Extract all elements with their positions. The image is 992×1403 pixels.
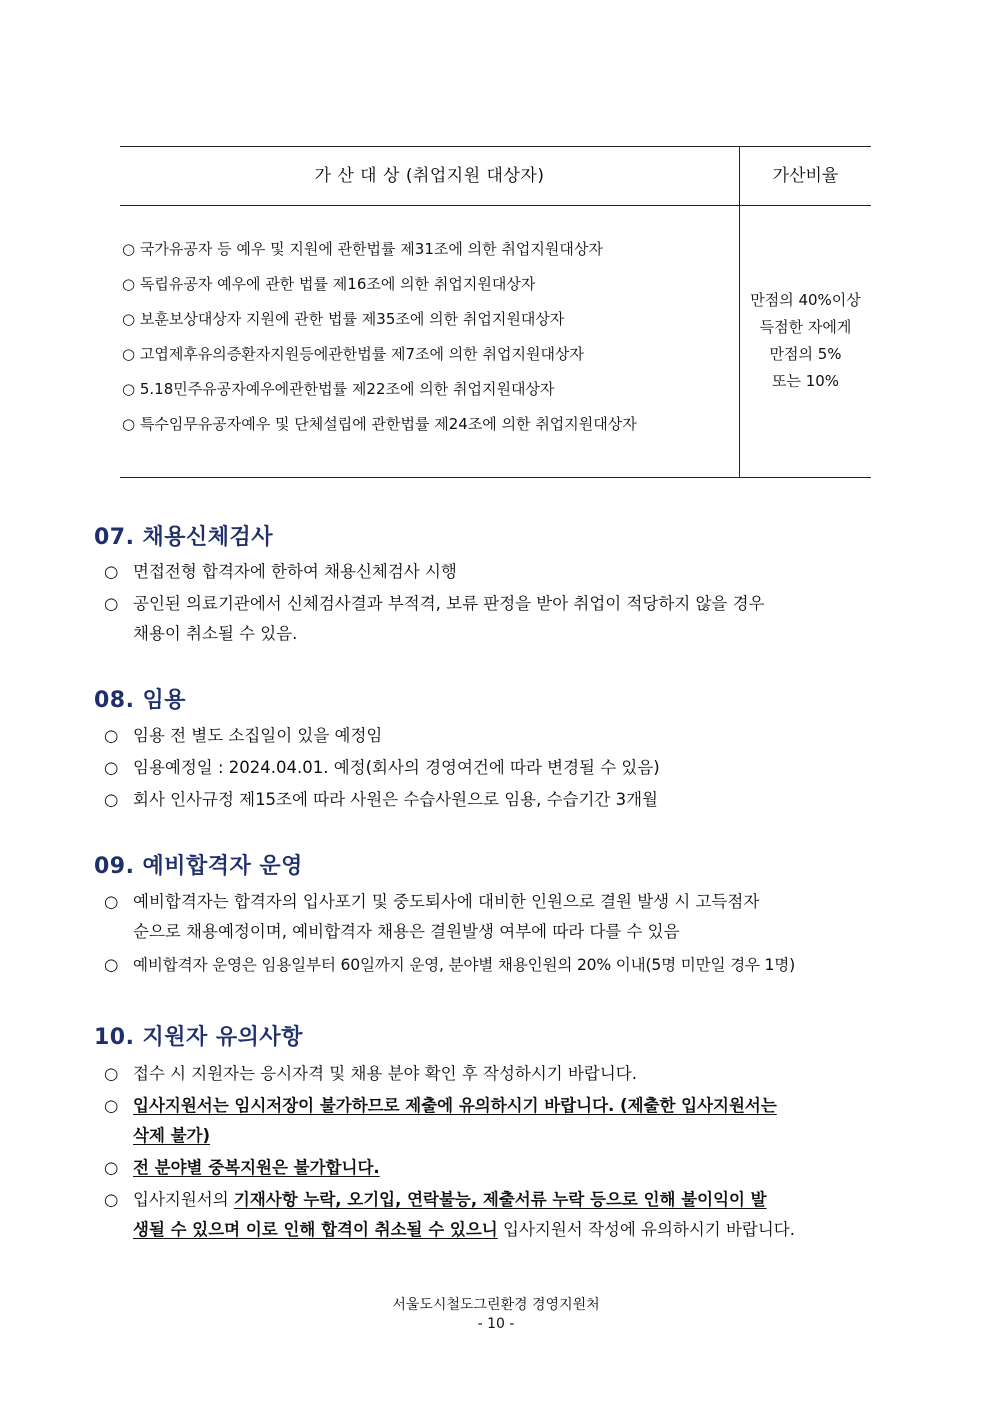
- section-number: 08.: [94, 688, 135, 713]
- list-item-text: 접수 시 지원자는 응시자격 및 채용 분야 확인 후 작성하시기 바랍니다.: [133, 1064, 637, 1083]
- bullet-icon: ○: [104, 892, 119, 911]
- section-heading: 임용: [142, 688, 186, 713]
- table-header-rate: 가산비율: [772, 166, 839, 186]
- bullet-icon: ○: [104, 726, 119, 745]
- section-number: 10.: [94, 1025, 135, 1050]
- list-item: [104, 753, 897, 783]
- section-number: 09.: [94, 854, 135, 879]
- list-item-text-plain: 입사지원서 작성에 유의하시기 바랍니다.: [503, 1220, 795, 1239]
- table-target-item: ○ 특수임무유공자예우 및 단체설립에 관한법률 제24조에 의한 취업지원대상자: [122, 415, 637, 433]
- list-item-continuation: [104, 917, 897, 947]
- table-target-list: [122, 239, 737, 449]
- list-item-text: 공인된 의료기관에서 신체검사결과 부적격, 보류 판정을 받아 취업이 적당하지 않을 경우: [133, 594, 765, 613]
- list-item: [104, 721, 897, 751]
- table-target-item: ○ 독립유공자 예우에 관한 법률 제16조에 의한 취업지원대상자: [122, 275, 536, 293]
- section-title-08: [94, 683, 186, 714]
- list-item-text: 임용 전 별도 소집일이 있을 예정임: [133, 726, 383, 745]
- list-item: [104, 785, 897, 815]
- list-item-text: 예비합격자 운영은 임용일부터 60일까지 운영, 분야별 채용인원의 20% 이내(5명 미만일 경우 1명): [133, 956, 796, 974]
- list-item: [104, 589, 897, 619]
- bonus-table: [120, 146, 871, 478]
- rate-line: 만점의 5%: [769, 345, 842, 363]
- page-number: - 10 -: [477, 1316, 515, 1332]
- list-item-text: 예비합격자는 합격자의 입사포기 및 중도퇴사에 대비한 인원으로 결원 발생 시 고득점자: [133, 892, 760, 911]
- table-header-target: 가 산 대 상 (취업지원 대상자): [314, 166, 545, 186]
- section-title-09: [94, 849, 303, 880]
- bullet-icon: ○: [104, 758, 119, 777]
- list-item-text-emphasis: 전 분야별 중복지원은 불가합니다.: [133, 1158, 380, 1177]
- list-item-text: 순으로 채용예정이며, 예비합격자 채용은 결원발생 여부에 따라 다를 수 있음: [133, 922, 680, 941]
- list-item: [104, 1059, 897, 1089]
- list-item-text: [133, 1215, 897, 1245]
- list-item-text-emphasis: 삭제 불가): [133, 1126, 211, 1145]
- rate-line: 만점의 40%이상: [750, 291, 861, 309]
- list-item: [104, 1185, 897, 1215]
- list-item: [104, 950, 897, 980]
- bullet-icon: ○: [104, 955, 119, 974]
- table-target-item: ○ 보훈보상대상자 지원에 관한 법률 제35조에 의한 취업지원대상자: [122, 310, 565, 328]
- bullet-icon: ○: [104, 790, 119, 809]
- table-target-item: ○ 국가유공자 등 예우 및 지원에 관한법률 제31조에 의한 취업지원대상자: [122, 240, 603, 258]
- bullet-icon: ○: [104, 562, 119, 581]
- section-heading: 예비합격자 운영: [142, 854, 303, 879]
- bullet-icon: ○: [104, 1096, 119, 1115]
- list-item: [104, 1153, 897, 1183]
- bullet-icon: ○: [104, 1190, 119, 1209]
- footer-organization: 서울도시철도그린환경 경영지원처: [392, 1297, 600, 1313]
- list-item-continuation: [104, 1215, 897, 1245]
- section-heading: 지원자 유의사항: [142, 1025, 303, 1050]
- section-title-10: [94, 1020, 303, 1051]
- list-item: [104, 1091, 897, 1121]
- section-title-07: [94, 520, 273, 551]
- list-item-text-emphasis: 기재사항 누락, 오기입, 연락불능, 제출서류 누락 등으로 인해 불이익이 발: [233, 1190, 767, 1209]
- table-rate-cell: [740, 287, 871, 395]
- section-heading: 채용신체검사: [142, 525, 273, 550]
- list-item-text: [133, 1185, 897, 1215]
- list-item-text: 채용이 취소될 수 있음.: [133, 624, 298, 643]
- bullet-icon: ○: [104, 1064, 119, 1083]
- list-item-text-emphasis: 입사지원서는 임시저장이 불가하므로 제출에 유의하시기 바랍니다. (제출한 입사지원서는: [133, 1096, 777, 1115]
- list-item-text: 면접전형 합격자에 한하여 채용신체검사 시행: [133, 562, 457, 581]
- list-item-text-plain: 입사지원서의: [133, 1190, 229, 1209]
- list-item-continuation: [104, 1121, 897, 1151]
- list-item-text-emphasis: 생될 수 있으며 이로 인해 합격이 취소될 수 있으니: [133, 1220, 498, 1239]
- list-item-text: 임용예정일 : 2024.04.01. 예정(회사의 경영여건에 따라 변경될 수 있음): [133, 758, 660, 777]
- bullet-icon: ○: [104, 594, 119, 613]
- list-item-text: 회사 인사규정 제15조에 따라 사원은 수습사원으로 임용, 수습기간 3개월: [133, 790, 658, 809]
- section-number: 07.: [94, 525, 135, 550]
- rate-line: 또는 10%: [771, 372, 840, 390]
- table-target-item: ○ 고엽제후유의증환자지원등에관한법률 제7조에 의한 취업지원대상자: [122, 345, 584, 363]
- table-target-item: ○ 5.18민주유공자예우에관한법률 제22조에 의한 취업지원대상자: [122, 380, 555, 398]
- rate-line: 득점한 자에게: [759, 318, 852, 336]
- bullet-icon: ○: [104, 1158, 119, 1177]
- list-item: [104, 557, 897, 587]
- list-item: [104, 887, 897, 917]
- list-item-continuation: [104, 619, 897, 649]
